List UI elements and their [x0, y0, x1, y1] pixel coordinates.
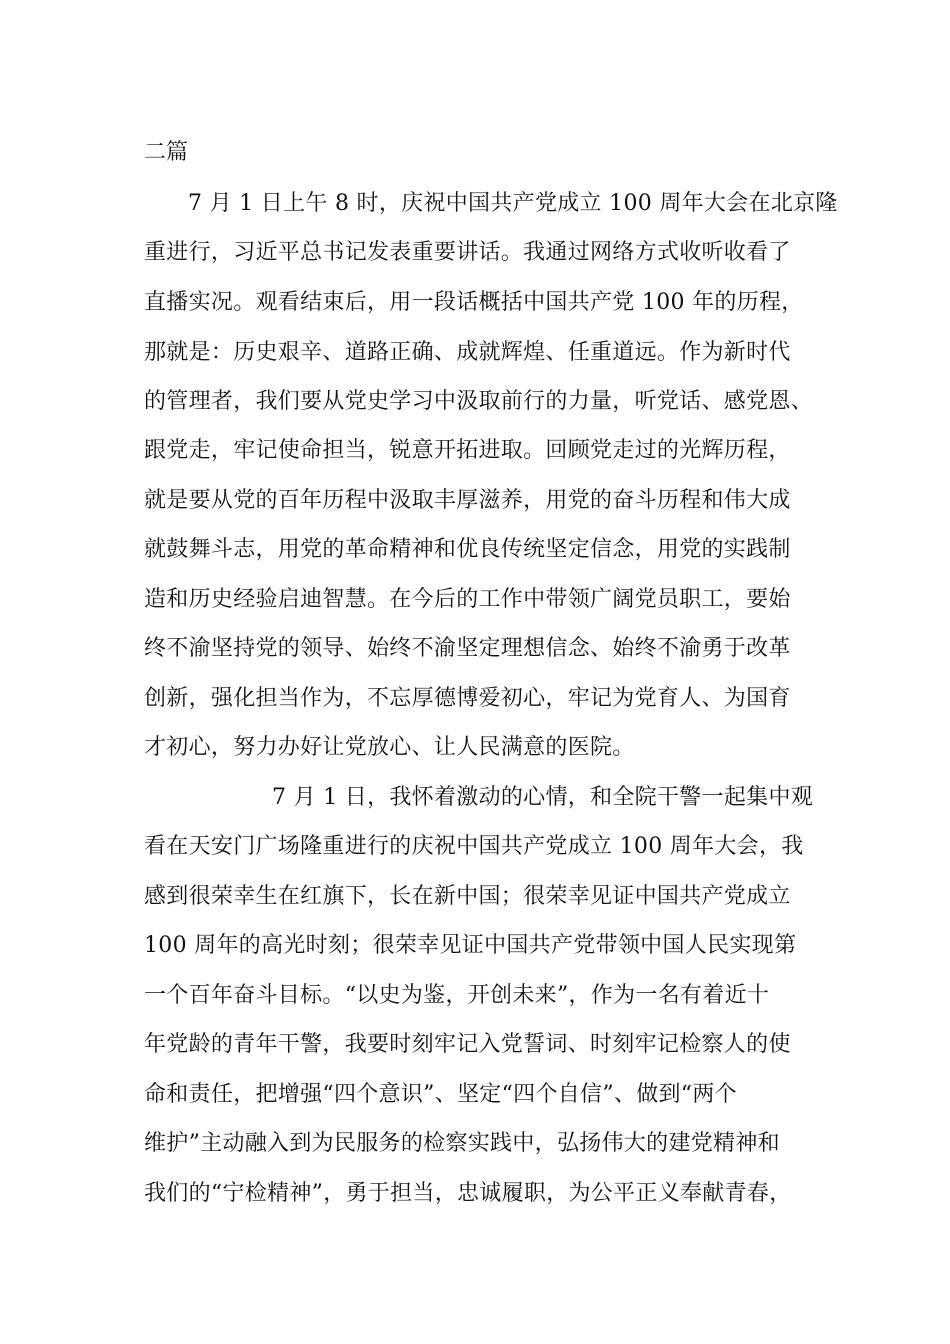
paragraph-1-line: 那就是：历史艰辛、道路正确、成就辉煌、任重道远。作为新时代	[144, 340, 791, 365]
paragraph-1-line: 创新，强化担当作为，不忘厚德博爱初心，牢记为党育人、为国育	[144, 686, 791, 711]
section-heading: 二篇	[144, 140, 189, 165]
paragraph-2-line: 年党龄的青年干警，我要时刻牢记入党誓词、时刻牢记检察人的使	[144, 1032, 791, 1057]
paragraph-1-line: 造和历史经验启迪智慧。在今后的工作中带领广阔党员职工，要始	[144, 587, 791, 612]
paragraph-2-line: 命和责任，把增强“四个意识”、坚定“四个自信”、做到“两个	[144, 1082, 737, 1107]
paragraph-2-line: 维护”主动融入到为民服务的检察实践中，弘扬伟大的建党精神和	[144, 1131, 780, 1156]
paragraph-1-line: 就是要从党的百年历程中汲取丰厚滋养，用党的奋斗历程和伟大成	[144, 488, 791, 513]
paragraph-1-line: 才初心，努力办好让党放心、让人民满意的医院。	[144, 735, 635, 760]
paragraph-1-line: 7 月 1 日上午 8 时，庆祝中国共产党成立 100 周年大会在北京隆	[188, 191, 838, 216]
paragraph-1-line: 终不渝坚持党的领导、始终不渝坚定理想信念、始终不渝勇于改革	[144, 636, 791, 661]
paragraph-1-line: 直播实况。观看结束后，用一段话概括中国共产党 100 年的历程，	[144, 290, 804, 315]
paragraph-1-line: 的管理者，我们要从党史学习中汲取前行的力量，听党话、感党恩、	[144, 389, 814, 414]
paragraph-1-line: 跟党走，牢记使命担当，锐意开拓进取。回顾党走过的光辉历程，	[144, 438, 791, 463]
paragraph-1-line: 就鼓舞斗志，用党的革命精神和优良传统坚定信念，用党的实践制	[144, 537, 791, 562]
paragraph-2-line: 7 月 1 日，我怀着激动的心情，和全院干警一起集中观	[272, 785, 814, 810]
paragraph-1-line: 重进行，习近平总书记发表重要讲话。我通过网络方式收听收看了	[144, 240, 791, 265]
paragraph-2-line: 我们的“宁检精神”，勇于担当，忠诚履职，为公平正义奉献青春，	[144, 1181, 792, 1206]
paragraph-2-line: 一个百年奋斗目标。“以史为鉴，开创未来”，作为一名有着近十	[144, 983, 770, 1008]
paragraph-2-line: 100 周年的高光时刻；很荣幸见证中国共产党带领中国人民实现第	[144, 933, 797, 958]
paragraph-2-line: 感到很荣幸生在红旗下，长在新中国；很荣幸见证中国共产党成立	[144, 884, 791, 909]
paragraph-2-line: 看在天安门广场隆重进行的庆祝中国共产党成立 100 周年大会，我	[144, 834, 804, 859]
